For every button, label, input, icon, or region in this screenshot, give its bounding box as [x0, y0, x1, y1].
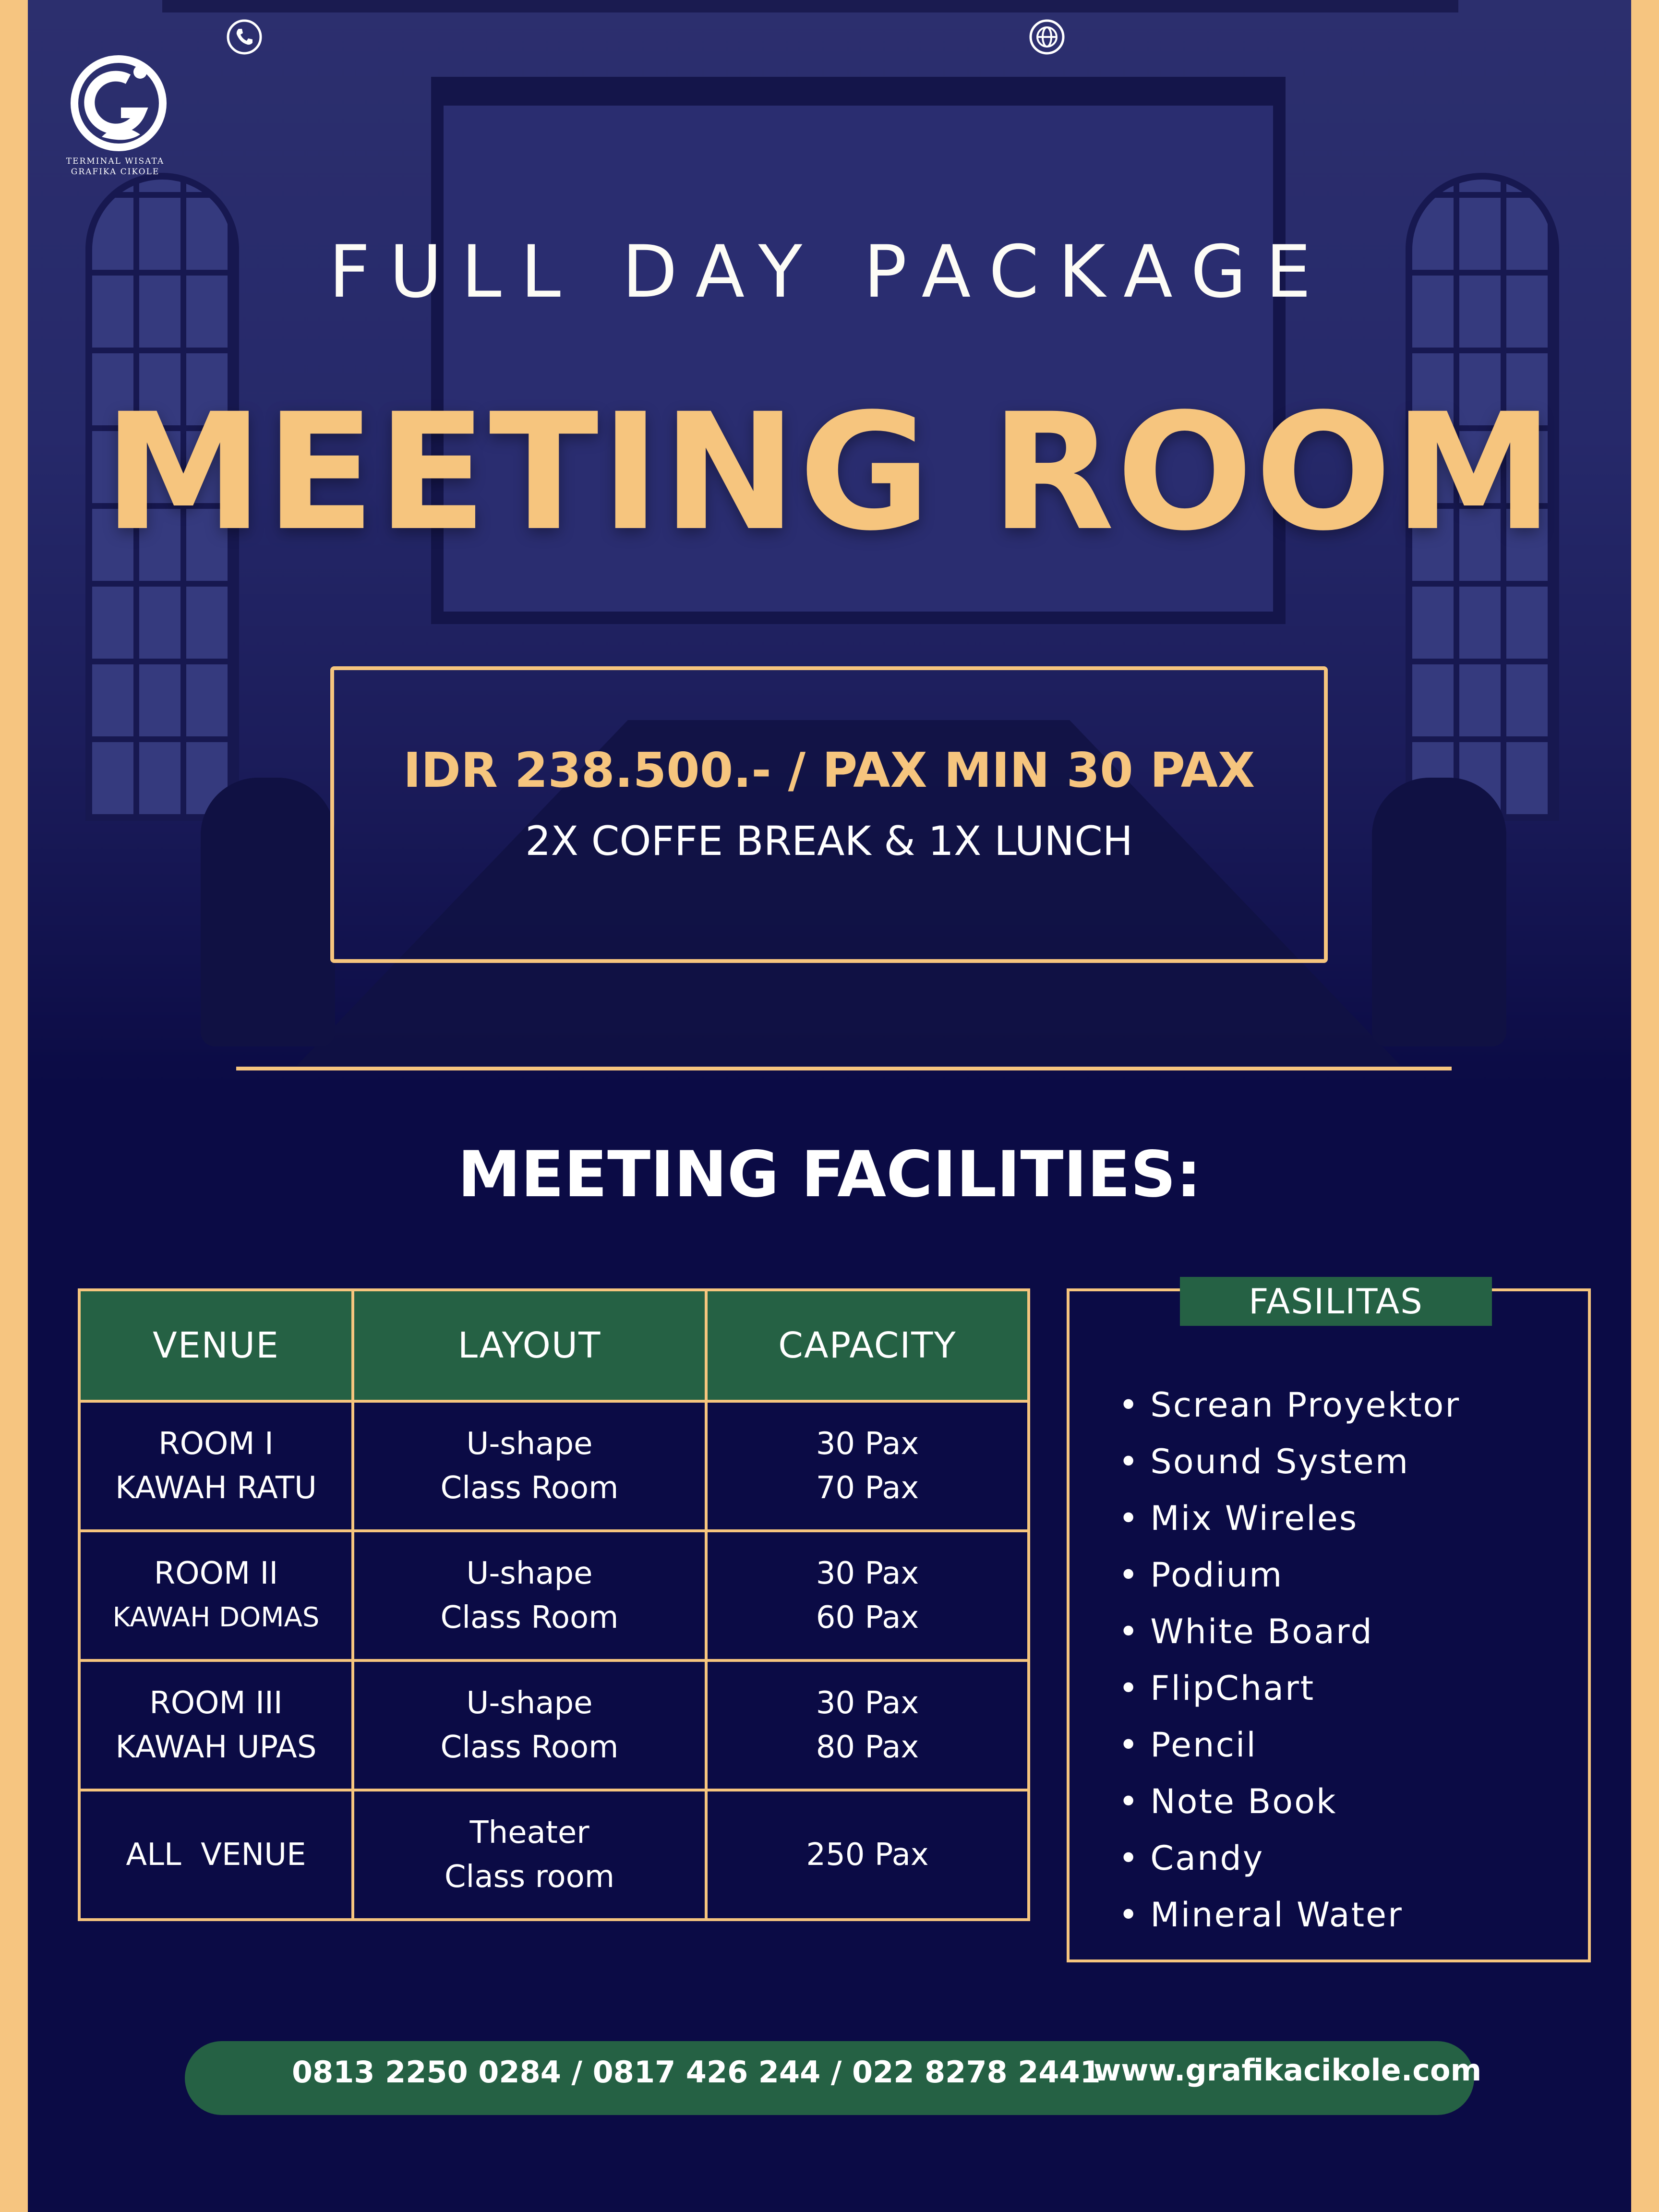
table-row: [79, 1660, 1029, 1790]
price-box: [330, 666, 1328, 963]
list-item: • FlipChart: [1118, 1660, 1460, 1717]
website-link[interactable]: www.grafikacikole.com: [1094, 2053, 1482, 2088]
venue-cell: ROOM I KAWAH RATU: [79, 1401, 353, 1531]
globe-icon: [1028, 18, 1066, 56]
layout-cell: U-shape Class Room: [353, 1401, 706, 1531]
phone-icon: [226, 18, 263, 56]
capacity-cell: 30 Pax 70 Pax: [706, 1401, 1029, 1531]
list-item: • Sound System: [1118, 1433, 1460, 1490]
header-capacity: CAPACITY: [706, 1290, 1029, 1401]
fasilitas-list: [1118, 1377, 1460, 1943]
fasilitas-title: FASILITAS: [1180, 1277, 1492, 1326]
left-border-stripe: [0, 0, 28, 2212]
capacity-cell: 30 Pax 80 Pax: [706, 1660, 1029, 1790]
venue-table: [78, 1288, 1030, 1921]
list-item: • Mix Wireles: [1118, 1490, 1460, 1547]
table-header-row: [79, 1290, 1029, 1401]
layout-cell: U-shape Class Room: [353, 1531, 706, 1660]
meal-includes-text: 2X COFFE BREAK & 1X LUNCH: [525, 817, 1133, 865]
list-item: • Podium: [1118, 1547, 1460, 1603]
page-title: MEETING ROOM: [103, 379, 1556, 566]
price-text: IDR 238.500.- / PAX MIN 30 PAX: [403, 742, 1255, 798]
list-item: • Candy: [1118, 1830, 1460, 1887]
section-divider: [236, 1067, 1452, 1070]
facilities-title: MEETING FACILITIES:: [457, 1138, 1202, 1212]
logo-caption: TERMINAL WISATA GRAFIKA CIKOLE: [66, 156, 165, 177]
list-item: • Note Book: [1118, 1773, 1460, 1830]
header-layout: LAYOUT: [353, 1290, 706, 1401]
phone-numbers-link[interactable]: 0813 2250 0284 / 0817 426 244 / 022 8278 2441: [292, 2055, 1101, 2090]
package-subtitle: FULL DAY PACKAGE: [328, 230, 1331, 314]
table-row: [79, 1790, 1029, 1920]
layout-cell: Theater Class room: [353, 1790, 706, 1920]
venue-cell: ROOM III KAWAH UPAS: [79, 1660, 353, 1790]
right-border-stripe: [1631, 0, 1659, 2212]
layout-cell: U-shape Class Room: [353, 1660, 706, 1790]
list-item: • Mineral Water: [1118, 1887, 1460, 1943]
list-item: • Pencil: [1118, 1717, 1460, 1773]
table-row: [79, 1531, 1029, 1660]
header-venue: VENUE: [79, 1290, 353, 1401]
capacity-cell: 250 Pax: [706, 1790, 1029, 1920]
venue-cell: ROOM II KAWAH DOMAS: [79, 1531, 353, 1660]
list-item: • Screan Proyektor: [1118, 1377, 1460, 1433]
table-row: [79, 1401, 1029, 1531]
capacity-cell: 30 Pax 60 Pax: [706, 1531, 1029, 1660]
venue-cell: ALL VENUE: [79, 1790, 353, 1920]
list-item: • White Board: [1118, 1603, 1460, 1660]
